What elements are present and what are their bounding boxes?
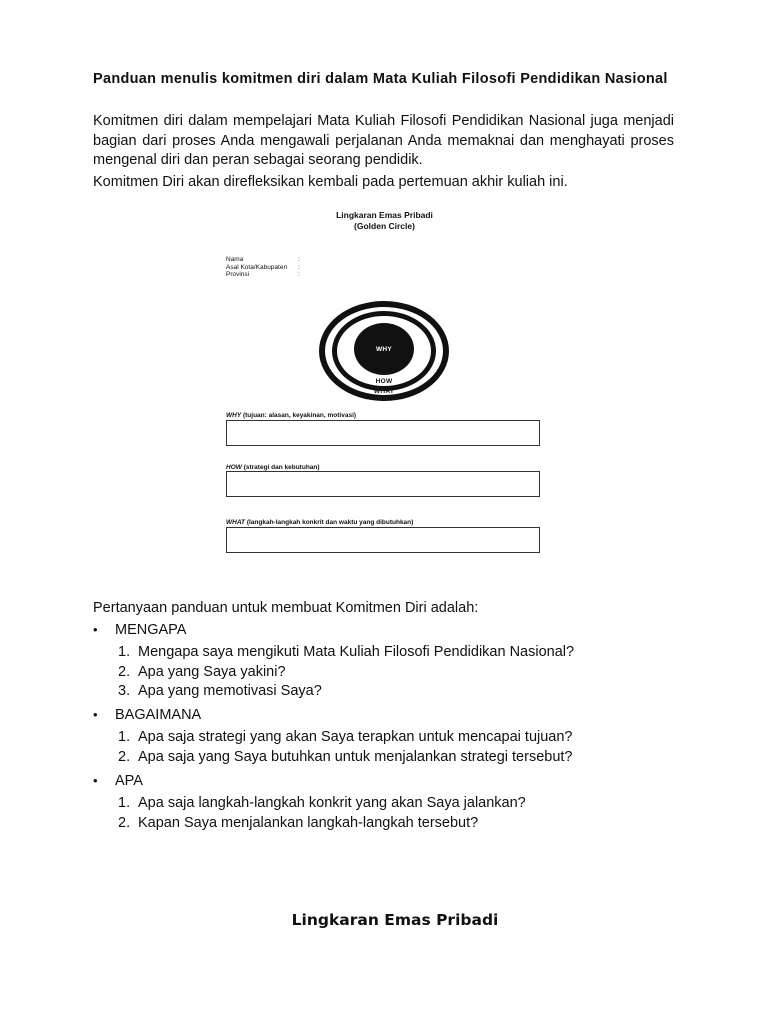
list-item: 3. Apa yang memotivasi Saya? bbox=[118, 683, 322, 699]
question-group-bagaimana bbox=[93, 707, 693, 768]
what-answer-box bbox=[226, 527, 540, 553]
question-list bbox=[118, 729, 693, 768]
how-section-label: HOW (strategi dan kebutuhan) bbox=[226, 464, 320, 471]
list-item: 2. Kapan Saya menjalankan langkah-langkah tersebut? bbox=[118, 814, 479, 831]
document-heading: Panduan menulis komitmen diri dalam Mata Kuliah Filosofi Pendidikan Nasional bbox=[93, 71, 668, 87]
how-circle-label: HOW bbox=[375, 378, 393, 385]
worksheet-subtitle: (Golden Circle) bbox=[354, 221, 415, 231]
bullet-icon: • bbox=[93, 622, 98, 637]
golden-circle-diagram bbox=[319, 301, 449, 401]
bullet-icon: • bbox=[93, 707, 98, 722]
what-circle-label: WHAT bbox=[373, 388, 395, 395]
identity-fields bbox=[226, 256, 304, 279]
identity-field-city: Asal Kota/Kabupaten : bbox=[226, 263, 300, 271]
reflection-paragraph: Komitmen Diri akan direfleksikan kembali pada pertemuan akhir kuliah ini. bbox=[93, 174, 568, 190]
golden-circle-worksheet bbox=[222, 208, 547, 568]
list-item: 1. Apa saja strategi yang akan Saya terapkan untuk mencapai tujuan? bbox=[118, 729, 573, 745]
section-title: Lingkaran Emas Pribadi bbox=[291, 911, 499, 929]
worksheet-title: Lingkaran Emas Pribadi bbox=[336, 210, 433, 220]
identity-field-province: Provinsi : bbox=[226, 271, 300, 278]
list-item: 2. Apa yang Saya yakini? bbox=[118, 663, 286, 680]
group-title: BAGAIMANA bbox=[115, 707, 202, 723]
question-group-apa bbox=[93, 773, 693, 834]
group-title: MENGAPA bbox=[115, 622, 187, 638]
list-item: 1. Apa saja langkah-langkah konkrit yang akan Saya jalankan? bbox=[118, 795, 526, 811]
question-group-mengapa bbox=[93, 622, 693, 703]
questions-intro: Pertanyaan panduan untuk membuat Komitmen Diri adalah: bbox=[93, 600, 479, 616]
why-answer-box bbox=[226, 420, 540, 446]
intro-paragraph: Komitmen diri dalam mempelajari Mata Kuliah Filosofi Pendidikan Nasional juga menjadi bagian dari proses Anda mengawali perjalanan Anda memaknai dan menghayati proses mengenal diri dan peran sebagai seorang pendidik. bbox=[93, 113, 674, 168]
how-answer-box bbox=[226, 471, 540, 497]
why-section-label: WHY (tujuan: alasan, keyakinan, motivasi) bbox=[226, 412, 357, 419]
group-title: APA bbox=[115, 773, 143, 789]
why-circle-label: WHY bbox=[375, 346, 393, 353]
identity-field-name: Nama : bbox=[226, 256, 300, 263]
list-item: 2. Apa saja yang Saya butuhkan untuk menjalankan strategi tersebut? bbox=[118, 748, 573, 765]
list-item: 1. Mengapa saya mengikuti Mata Kuliah Filosofi Pendidikan Nasional? bbox=[118, 644, 575, 660]
question-list bbox=[118, 795, 693, 834]
what-section-label: WHAT (langkah-langkah konkrit dan waktu yang dibutuhkan) bbox=[226, 519, 414, 526]
bullet-icon: • bbox=[93, 773, 98, 788]
question-list bbox=[118, 644, 693, 703]
